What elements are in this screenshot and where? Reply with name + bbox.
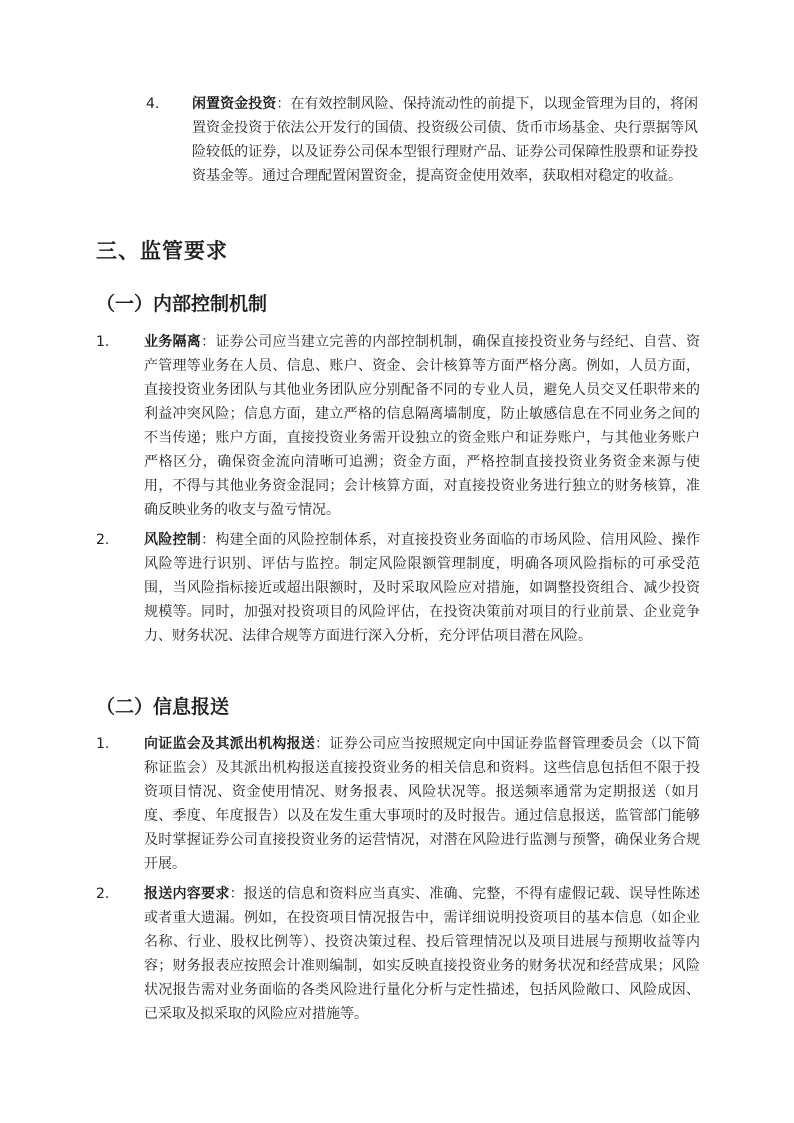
list-item-text	[144, 882, 700, 1026]
list-item-body: ：在有效控制风险、保持流动性的前提下，以现金管理为目的，将闲置资金投资于依法公开发行的国债、投资级公司债、货币市场基金、央行票据等风险较低的证券，以及证券公司保本型银行理财产品、证券公司保障性股票和证券投资基金等。通过合理配置闲置资金，提高资金使用效率，获取相对稳定的收益。	[192, 96, 698, 184]
list-item-term: 报送内容要求	[144, 886, 230, 902]
subsection-title-info-reporting: （二）信息报送	[96, 696, 230, 718]
list-item-report-content	[96, 882, 706, 1026]
list-item-text	[144, 732, 700, 876]
subsection-title-internal-control: （一）内部控制机制	[96, 293, 268, 315]
list-number: 4.	[146, 96, 160, 112]
list-item-business-isolation	[96, 330, 706, 522]
list-item-term: 向证监会及其派出机构报送	[144, 736, 316, 752]
list-number: 2.	[96, 532, 110, 548]
list-number: 1.	[96, 736, 110, 752]
list-item-term: 业务隔离	[144, 334, 202, 350]
list-item-risk-control	[96, 528, 706, 672]
list-item-body: ：证券公司应当按照规定向中国证券监督管理委员会（以下简称证监会）及其派出机构报送直接投资业务的相关信息和资料。这些信息包括但不限于投资项目情况、资金使用情况、财务报表、风险状况等。报送频率通常为定期报送（如月度、季度、年度报告）以及在发生重大事项时的及时报告。通过信息报送，监管部门能够及时掌握证券公司直接投资业务的运营情况，对潜在风险进行监测与预警，确保业务合规开展。	[144, 736, 701, 872]
list-item-text	[144, 528, 700, 648]
list-item-report-to-csrc	[96, 732, 706, 876]
list-item-body: ：证券公司应当建立完善的内部控制机制，确保直接投资业务与经纪、自营、资产管理等业务在人员、信息、账户、资金、会计核算等方面严格分离。例如，人员方面，直接投资业务团队与其他业务团队应分别配备不同的专业人员，避免人员交叉任职带来的利益冲突风险；信息方面，建立严格的信息隔离墙制度，防止敏感信息在不同业务之间的不当传递；账户方面，直接投资业务需开设独立的资金账户和证券账户，与其他业务账户严格区分，确保资金流向清晰可追溯；资金方面，严格控制直接投资业务资金来源与使用，不得与其他业务资金混同；会计核算方面，对直接投资业务进行独立的财务核算，准确反映业务的收支与盈亏情况。	[144, 334, 701, 518]
list-item-term: 闲置资金投资	[192, 96, 277, 112]
list-item-idle-funds	[146, 92, 706, 216]
section-title: 三、监管要求	[96, 239, 228, 263]
list-item-text	[144, 330, 700, 522]
list-number: 1.	[96, 334, 110, 350]
list-item-body: ：报送的信息和资料应当真实、准确、完整，不得有虚假记载、误导性陈述或者重大遗漏。例如，在投资项目情况报告中，需详细说明投资项目的基本信息（如企业名称、行业、股权比例等）、投资决策过程、投后管理情况以及项目进展与预期收益等内容；财务报表应按照会计准则编制，如实反映直接投资业务的财务状况和经营成果；风险状况报告需对业务面临的各类风险进行量化分析与定性描述，包括风险敞口、风险成因、已采取及拟采取的风险应对措施等。	[144, 886, 701, 1022]
list-item-term: 风险控制	[144, 532, 202, 548]
list-number: 2.	[96, 886, 110, 902]
list-item-text	[192, 92, 698, 188]
list-item-body: ：构建全面的风险控制体系，对直接投资业务面临的市场风险、信用风险、操作风险等进行识别、评估与监控。制定风险限额管理制度，明确各项风险指标的可承受范围，当风险指标接近或超出限额时，及时采取风险应对措施，如调整投资组合、减少投资规模等。同时，加强对投资项目的风险评估，在投资决策前对项目的行业前景、企业竞争力、财务状况、法律合规等方面进行深入分析，充分评估项目潜在风险。	[144, 532, 701, 644]
